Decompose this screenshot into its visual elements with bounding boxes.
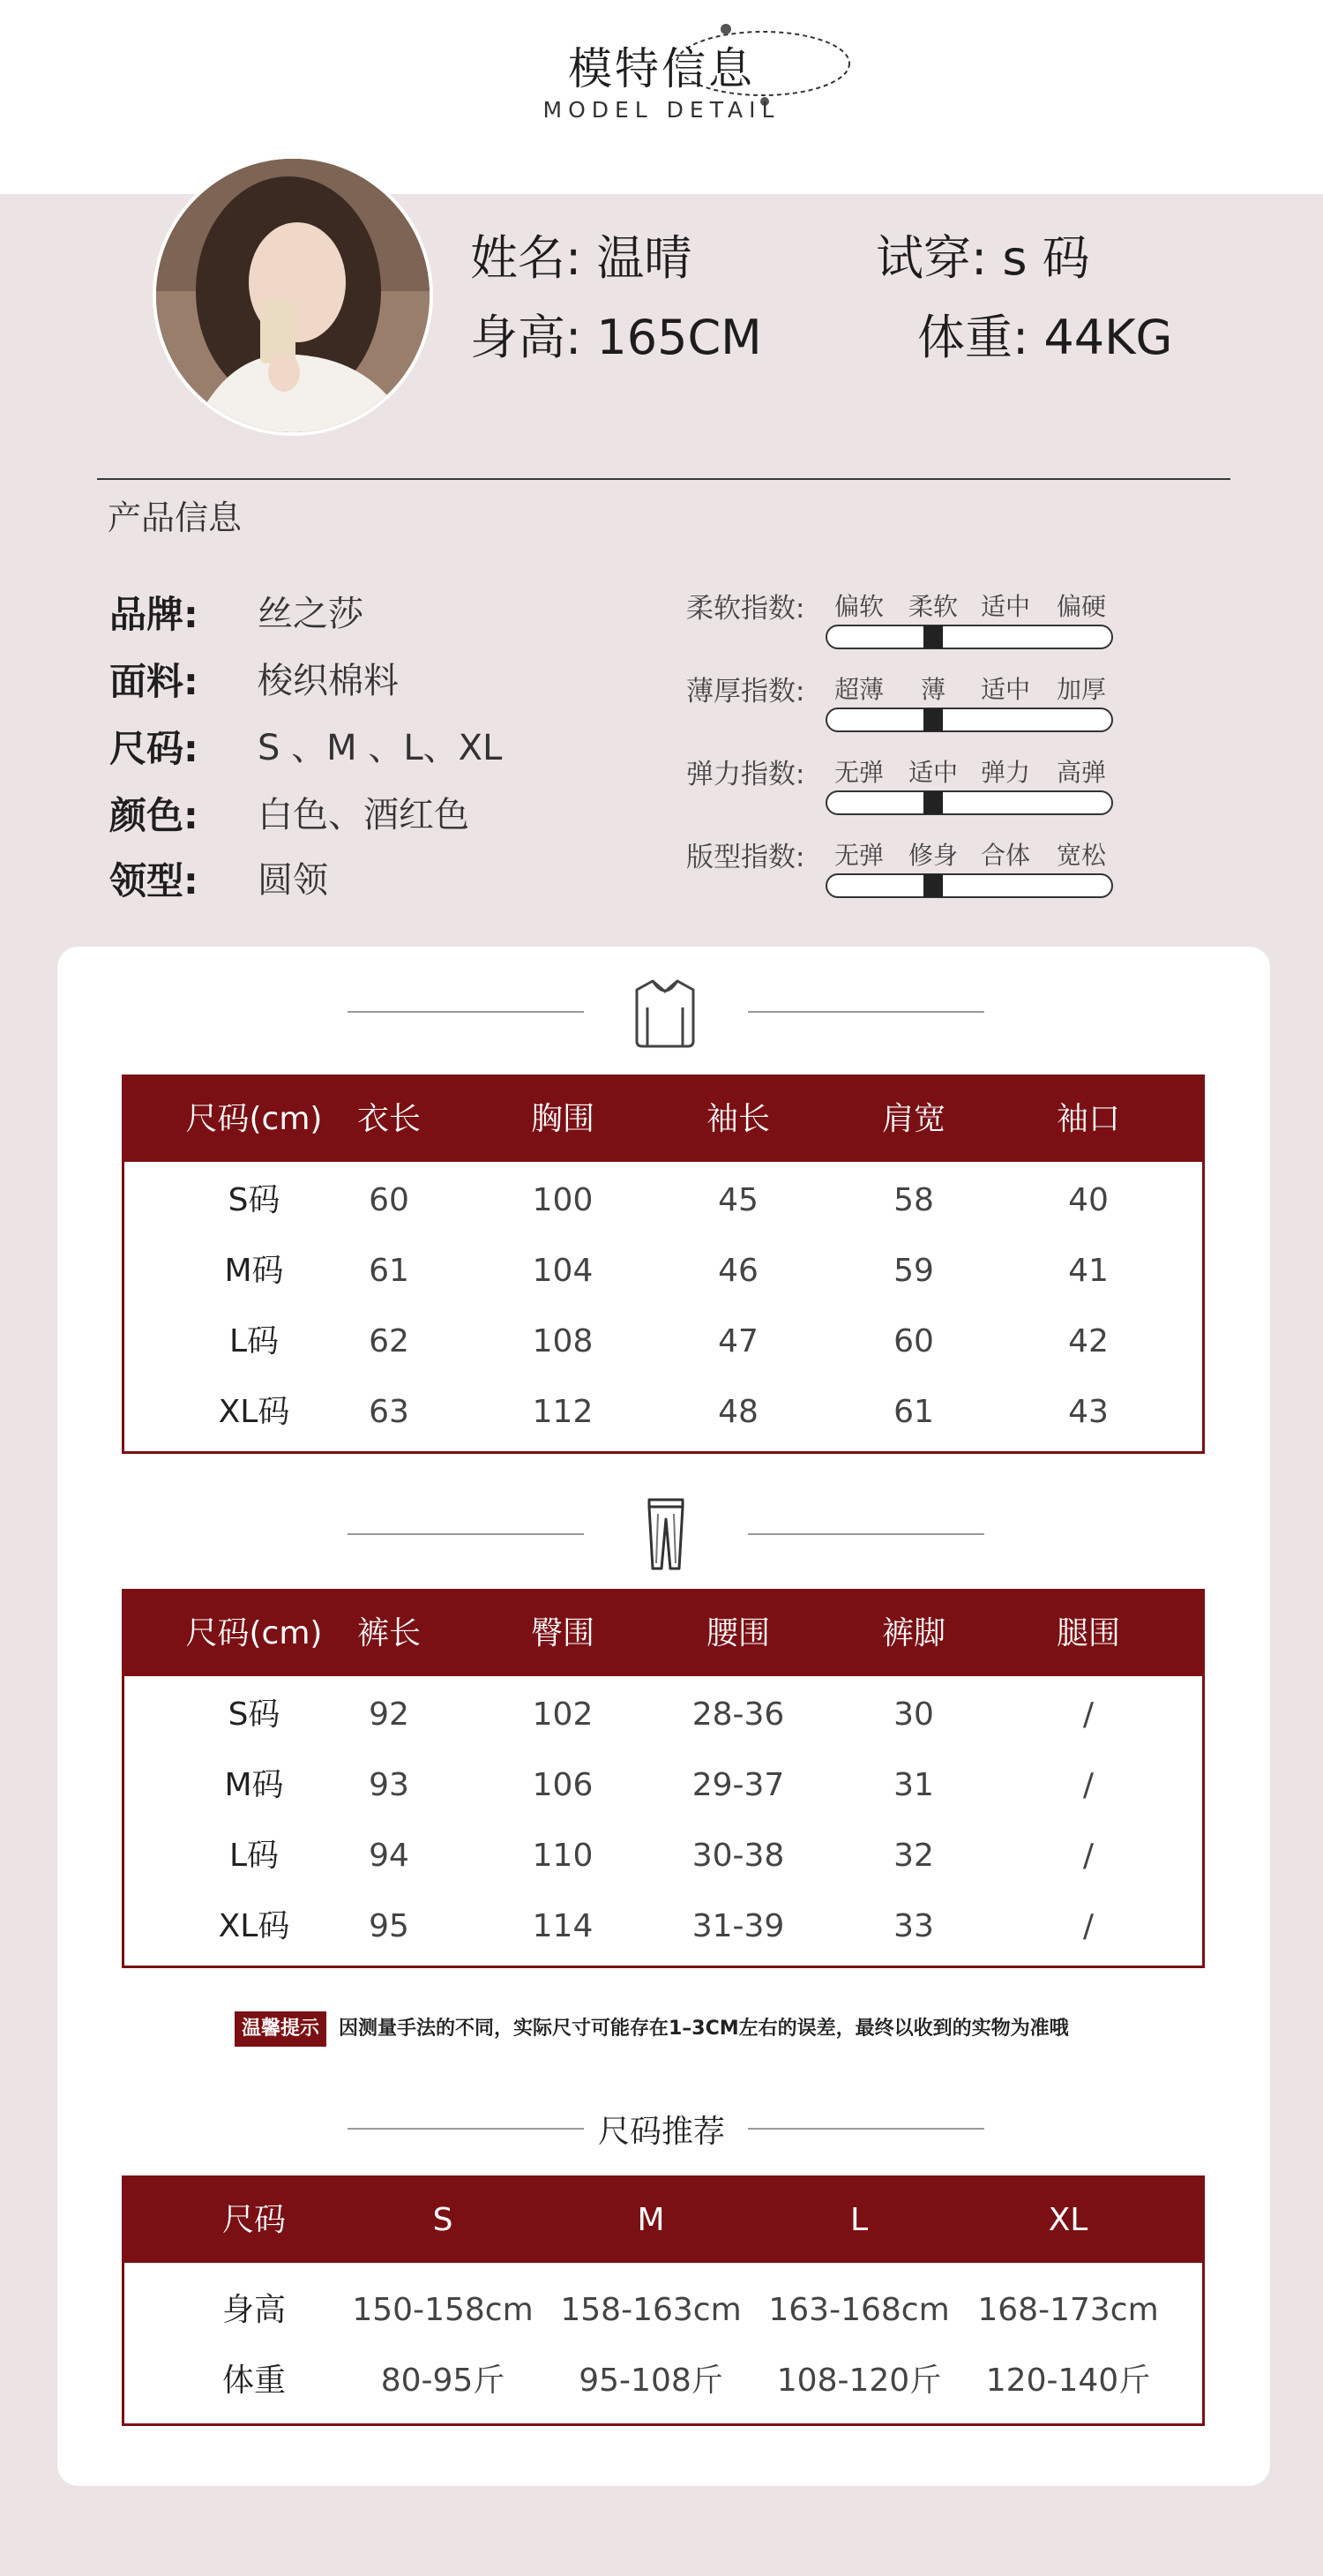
model-height-value: 165CM bbox=[596, 310, 762, 365]
spec-value-color: 白色、酒红色 bbox=[258, 795, 469, 835]
table-cell: / bbox=[1082, 1696, 1095, 1733]
table-cell: 92 bbox=[369, 1696, 409, 1733]
deco-line-right bbox=[748, 1011, 984, 1013]
table-cell: 63 bbox=[369, 1394, 409, 1430]
table-cell: 120-140斤 bbox=[985, 2363, 1151, 2399]
spec-label-fabric: 面料: bbox=[109, 660, 198, 703]
model-name bbox=[470, 221, 691, 288]
table-header-cell: 胸围 bbox=[530, 1101, 594, 1137]
table-cell: 身高 bbox=[221, 2292, 286, 2328]
model-tryon-label: 试穿: bbox=[876, 230, 988, 286]
table-row bbox=[124, 1307, 1202, 1377]
index-slider-track bbox=[826, 873, 1113, 898]
table-cell: 108-120斤 bbox=[776, 2363, 942, 2399]
table-cell: 61 bbox=[893, 1394, 934, 1430]
table-cell: 31 bbox=[893, 1767, 934, 1803]
spec-value-fabric: 梭织棉料 bbox=[258, 661, 399, 701]
index-option: 偏软 bbox=[833, 592, 884, 621]
table-cell: 93 bbox=[369, 1767, 409, 1803]
table-cell: 45 bbox=[718, 1182, 759, 1218]
table-row bbox=[124, 1750, 1202, 1821]
top-size-table bbox=[122, 1075, 1205, 1454]
table-cell: XL码 bbox=[218, 1394, 290, 1430]
index-slider-marker bbox=[923, 874, 943, 897]
table-cell: 95 bbox=[369, 1908, 409, 1944]
table-cell: 62 bbox=[369, 1323, 409, 1359]
page-title: 模特信息 bbox=[568, 43, 755, 94]
table-header-row bbox=[124, 1077, 1202, 1162]
table-row bbox=[124, 2346, 1202, 2416]
table-cell: 112 bbox=[532, 1394, 594, 1430]
table-cell: 32 bbox=[893, 1838, 934, 1874]
table-cell: 60 bbox=[893, 1323, 934, 1359]
table-cell: 106 bbox=[532, 1767, 594, 1803]
spec-label-color: 颜色: bbox=[109, 794, 198, 837]
index-slider-marker bbox=[923, 708, 943, 731]
shirt-icon bbox=[632, 976, 699, 1050]
index-slider-track bbox=[826, 625, 1113, 649]
index-option: 适中 bbox=[980, 675, 1030, 704]
model-height-label: 身高: bbox=[470, 310, 582, 365]
table-cell: 100 bbox=[532, 1182, 594, 1218]
table-row bbox=[124, 1236, 1202, 1307]
index-option: 无弹 bbox=[833, 841, 884, 870]
model-name-label: 姓名: bbox=[470, 230, 582, 286]
deco-line-left bbox=[348, 1533, 584, 1535]
index-label: 柔软指数: bbox=[686, 593, 805, 625]
model-weight-value: 44KG bbox=[1043, 310, 1173, 365]
pants-size-table bbox=[122, 1589, 1205, 1968]
table-header-cell: M bbox=[637, 2202, 665, 2238]
index-option: 合体 bbox=[980, 841, 1030, 870]
table-cell: 108 bbox=[532, 1323, 594, 1359]
table-cell: 104 bbox=[532, 1253, 594, 1289]
table-header-row bbox=[124, 2178, 1202, 2263]
index-option: 无弹 bbox=[833, 758, 884, 787]
table-cell: XL码 bbox=[218, 1908, 290, 1944]
avatar bbox=[153, 155, 433, 436]
table-cell: 94 bbox=[369, 1838, 409, 1874]
index-slider-track bbox=[826, 790, 1113, 815]
index-option: 高弹 bbox=[1056, 758, 1106, 787]
table-cell: 28-36 bbox=[691, 1696, 785, 1733]
table-cell: 61 bbox=[369, 1253, 409, 1289]
spec-label-size: 尺码: bbox=[109, 727, 198, 770]
size-recommend-table bbox=[122, 2175, 1205, 2426]
model-weight bbox=[917, 300, 1172, 368]
table-cell: 80-95斤 bbox=[380, 2363, 505, 2399]
table-cell: / bbox=[1082, 1908, 1095, 1944]
index-option: 超薄 bbox=[833, 675, 884, 704]
model-photo bbox=[156, 159, 430, 432]
table-cell: M码 bbox=[224, 1253, 284, 1289]
index-label: 版型指数: bbox=[686, 842, 805, 873]
deco-line-left bbox=[348, 1011, 584, 1013]
table-cell: 31-39 bbox=[691, 1908, 785, 1944]
index-option: 偏硬 bbox=[1056, 592, 1106, 621]
table-cell: 47 bbox=[718, 1323, 759, 1359]
pants-icon bbox=[646, 1496, 686, 1572]
table-header-row bbox=[124, 1591, 1202, 1676]
deco-line-right bbox=[748, 1533, 984, 1535]
table-header-cell: 臀围 bbox=[530, 1615, 594, 1651]
table-header-cell: L bbox=[849, 2202, 869, 2238]
table-row bbox=[124, 1377, 1202, 1448]
table-cell: 48 bbox=[718, 1394, 759, 1430]
table-header-cell: 裤长 bbox=[356, 1615, 421, 1651]
spec-label-brand: 品牌: bbox=[109, 593, 198, 636]
table-row bbox=[124, 1891, 1202, 1962]
table-cell: 41 bbox=[1068, 1253, 1109, 1289]
table-cell: / bbox=[1082, 1767, 1095, 1803]
table-header-cell: 尺码(cm) bbox=[185, 1615, 323, 1651]
table-cell: S码 bbox=[228, 1182, 280, 1218]
table-header-cell: 尺码 bbox=[221, 2202, 286, 2238]
model-tryon bbox=[876, 221, 1090, 288]
spec-value-collar: 圆领 bbox=[258, 860, 328, 901]
table-cell: 59 bbox=[893, 1253, 934, 1289]
index-option: 适中 bbox=[980, 592, 1030, 621]
index-option: 修身 bbox=[908, 841, 958, 870]
model-tryon-value: s 码 bbox=[1002, 230, 1090, 286]
table-cell: 102 bbox=[532, 1696, 594, 1733]
divider bbox=[97, 478, 1230, 480]
index-label: 弹力指数: bbox=[686, 759, 805, 790]
index-option: 柔软 bbox=[908, 592, 958, 621]
spec-label-collar: 领型: bbox=[109, 859, 198, 902]
table-cell: M码 bbox=[224, 1767, 284, 1803]
table-cell: 158-163cm bbox=[560, 2292, 742, 2328]
table-header-cell: 尺码(cm) bbox=[185, 1101, 323, 1137]
table-cell: 114 bbox=[532, 1908, 594, 1944]
table-cell: 95-108斤 bbox=[579, 2363, 723, 2399]
spec-value-brand: 丝之莎 bbox=[258, 594, 363, 634]
table-cell: 43 bbox=[1068, 1394, 1109, 1430]
table-cell: 体重 bbox=[221, 2363, 286, 2399]
table-cell: 30 bbox=[893, 1696, 934, 1733]
table-cell: 168-173cm bbox=[977, 2292, 1159, 2328]
table-header-cell: S bbox=[432, 2202, 453, 2238]
model-height bbox=[470, 300, 762, 368]
table-cell: S码 bbox=[228, 1696, 280, 1733]
table-cell: 150-158cm bbox=[352, 2292, 534, 2328]
table-cell: 29-37 bbox=[691, 1767, 785, 1803]
table-cell: L码 bbox=[228, 1323, 280, 1359]
index-option: 弹力 bbox=[980, 758, 1030, 787]
product-info-heading: 产品信息 bbox=[108, 498, 243, 537]
index-slider-marker bbox=[923, 791, 943, 814]
spec-value-size: S 、M 、L、XL bbox=[258, 728, 503, 768]
table-cell: L码 bbox=[228, 1838, 280, 1874]
table-row bbox=[124, 1165, 1202, 1236]
table-row bbox=[124, 2275, 1202, 2346]
index-option: 宽松 bbox=[1056, 841, 1106, 870]
table-header-cell: 腿围 bbox=[1056, 1615, 1120, 1651]
table-header-cell: 裤脚 bbox=[881, 1615, 946, 1651]
table-header-cell: 肩宽 bbox=[881, 1101, 946, 1137]
table-cell: 110 bbox=[532, 1838, 594, 1874]
table-header-cell: 袖长 bbox=[706, 1101, 770, 1137]
model-weight-label: 体重: bbox=[917, 310, 1029, 365]
index-option: 加厚 bbox=[1056, 675, 1106, 704]
index-label: 薄厚指数: bbox=[686, 676, 805, 708]
table-header-cell: XL bbox=[1048, 2202, 1088, 2238]
tip-badge: 温馨提示 bbox=[235, 2011, 326, 2047]
table-header-cell: 腰围 bbox=[706, 1615, 770, 1651]
page-subtitle: MODEL DETAIL bbox=[542, 97, 781, 123]
table-cell: 42 bbox=[1068, 1323, 1109, 1359]
table-cell: 163-168cm bbox=[768, 2292, 950, 2328]
index-slider-marker bbox=[923, 625, 943, 648]
table-cell: 58 bbox=[893, 1182, 934, 1218]
recommend-heading: 尺码推荐 bbox=[597, 2114, 725, 2150]
table-cell: 40 bbox=[1068, 1182, 1109, 1218]
table-cell: / bbox=[1082, 1838, 1095, 1874]
table-header-cell: 袖口 bbox=[1056, 1101, 1120, 1137]
table-cell: 46 bbox=[718, 1253, 759, 1289]
index-option: 适中 bbox=[908, 758, 958, 787]
model-name-value: 温晴 bbox=[596, 230, 692, 286]
table-cell: 30-38 bbox=[691, 1838, 785, 1874]
table-row bbox=[124, 1821, 1202, 1891]
table-header-cell: 衣长 bbox=[356, 1101, 421, 1137]
table-row bbox=[124, 1680, 1202, 1750]
index-option: 薄 bbox=[920, 675, 946, 704]
table-cell: 33 bbox=[893, 1908, 934, 1944]
tip-text: 因测量手法的不同，实际尺寸可能存在1–3CM左右的误差，最终以收到的实物为准哦 bbox=[339, 2018, 1069, 2040]
table-cell: 60 bbox=[369, 1182, 409, 1218]
index-slider-track bbox=[826, 708, 1113, 732]
